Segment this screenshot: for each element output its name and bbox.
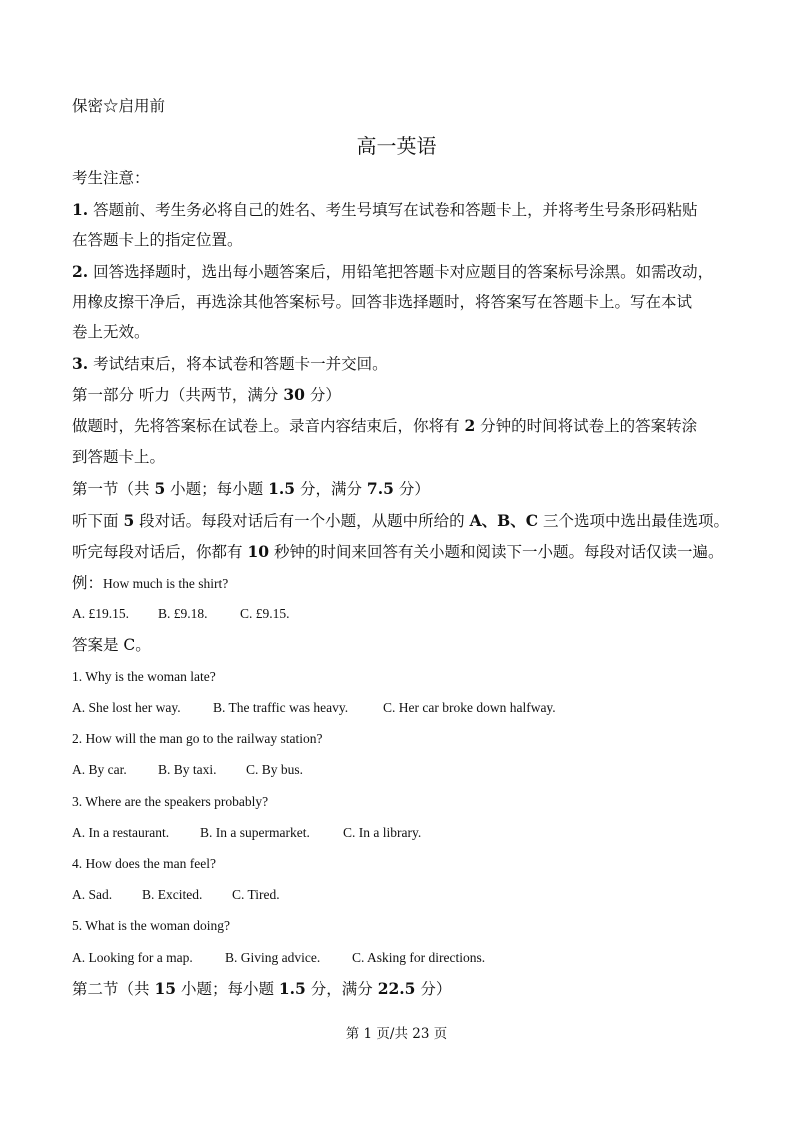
option: A. By car. bbox=[72, 762, 127, 777]
question-5: 5. What is the woman doing? bbox=[72, 918, 230, 933]
notice-item-3 bbox=[72, 354, 388, 374]
notice-item-number: 2. bbox=[72, 262, 89, 281]
notice-text: 答题前、考生务必将自己的姓名、考生号填写在试卷和答题卡上，并将考生号条形码粘贴 bbox=[93, 201, 698, 219]
notice-text: 考试结束后，将本试卷和答题卡一并交回。 bbox=[93, 355, 388, 373]
question-5-options bbox=[72, 948, 485, 968]
question-1-options bbox=[72, 698, 556, 718]
option: B. The traffic was heavy. bbox=[213, 700, 349, 715]
question-4: 4. How does the man feel? bbox=[72, 856, 216, 871]
option: C. Tired. bbox=[232, 887, 280, 902]
option: B. By taxi. bbox=[158, 762, 217, 777]
question-1: 1. Why is the woman late? bbox=[72, 669, 216, 684]
option: B. Giving advice. bbox=[225, 950, 321, 965]
question-2-options bbox=[72, 760, 303, 780]
option: C. In a library. bbox=[343, 825, 422, 840]
notice-item-1 bbox=[72, 200, 698, 220]
example-options bbox=[72, 604, 290, 624]
option: C. Asking for directions. bbox=[352, 950, 486, 965]
notice-item-number: 1. bbox=[72, 200, 89, 219]
option: B. In a supermarket. bbox=[200, 825, 310, 840]
notice-text: 在答题卡上的指定位置。 bbox=[72, 231, 243, 249]
notice-heading: 考生注意： bbox=[72, 169, 150, 187]
option: A. In a restaurant. bbox=[72, 825, 170, 840]
option: A. Sad. bbox=[72, 887, 113, 902]
option: C. By bus. bbox=[246, 762, 304, 777]
example-question: 例：How much is the shirt? bbox=[72, 574, 229, 592]
option: A. £19.15. bbox=[72, 606, 129, 621]
notice-item-number: 3. bbox=[72, 354, 89, 373]
question-3: 3. Where are the speakers probably? bbox=[72, 794, 269, 809]
section1-directions: 听下面 5 段对话。每段对话后有一个小题，从题中所给的 A、B、C 三个选项中选出最佳选项。 bbox=[72, 511, 729, 530]
example-answer: 答案是 C。 bbox=[72, 636, 151, 654]
notice-text: 回答选择题时，选出每小题答案后，用铅笔把答题卡对应题目的答案标号涂黑。如需改动， bbox=[93, 263, 714, 281]
section2-heading: 第二节（共 15 小题；每小题 1.5 分，满分 22.5 分） bbox=[72, 979, 452, 998]
part1-heading: 第一部分 听力（共两节，满分 30 分） bbox=[72, 385, 341, 404]
option: B. £9.18. bbox=[158, 606, 208, 621]
section1-heading: 第一节（共 5 小题；每小题 1.5 分，满分 7.5 分） bbox=[72, 479, 430, 498]
question-4-options bbox=[72, 885, 280, 905]
notice-text: 卷上无效。 bbox=[72, 323, 150, 341]
question-3-options bbox=[72, 823, 421, 843]
option: C. Her car broke down halfway. bbox=[383, 700, 556, 715]
part1-instructions: 做题时，先将答案标在试卷上。录音内容结束后，你将有 2 分钟的时间将试卷上的答案转涂 bbox=[72, 416, 698, 435]
option: B. Excited. bbox=[142, 887, 203, 902]
notice-text: 用橡皮擦干净后，再选涂其他答案标号。回答非选择题时，将答案写在答题卡上。写在本试 bbox=[72, 293, 693, 311]
part1-instructions-cont: 到答题卡上。 bbox=[72, 448, 166, 466]
option: A. Looking for a map. bbox=[72, 950, 193, 965]
question-2: 2. How will the man go to the railway station? bbox=[72, 731, 323, 746]
notice-item-2 bbox=[72, 262, 713, 282]
option: A. She lost her way. bbox=[72, 700, 181, 715]
option: C. £9.15. bbox=[240, 606, 290, 621]
page-footer: 第 1 页/共 23 页 bbox=[345, 1026, 448, 1042]
section1-directions-cont: 听完每段对话后，你都有 10 秒钟的时间来回答有关小题和阅读下一小题。每段对话仅读一遍。 bbox=[72, 542, 724, 561]
page-title: 高一英语 bbox=[356, 134, 437, 158]
confidential-label: 保密☆启用前 bbox=[72, 97, 166, 115]
